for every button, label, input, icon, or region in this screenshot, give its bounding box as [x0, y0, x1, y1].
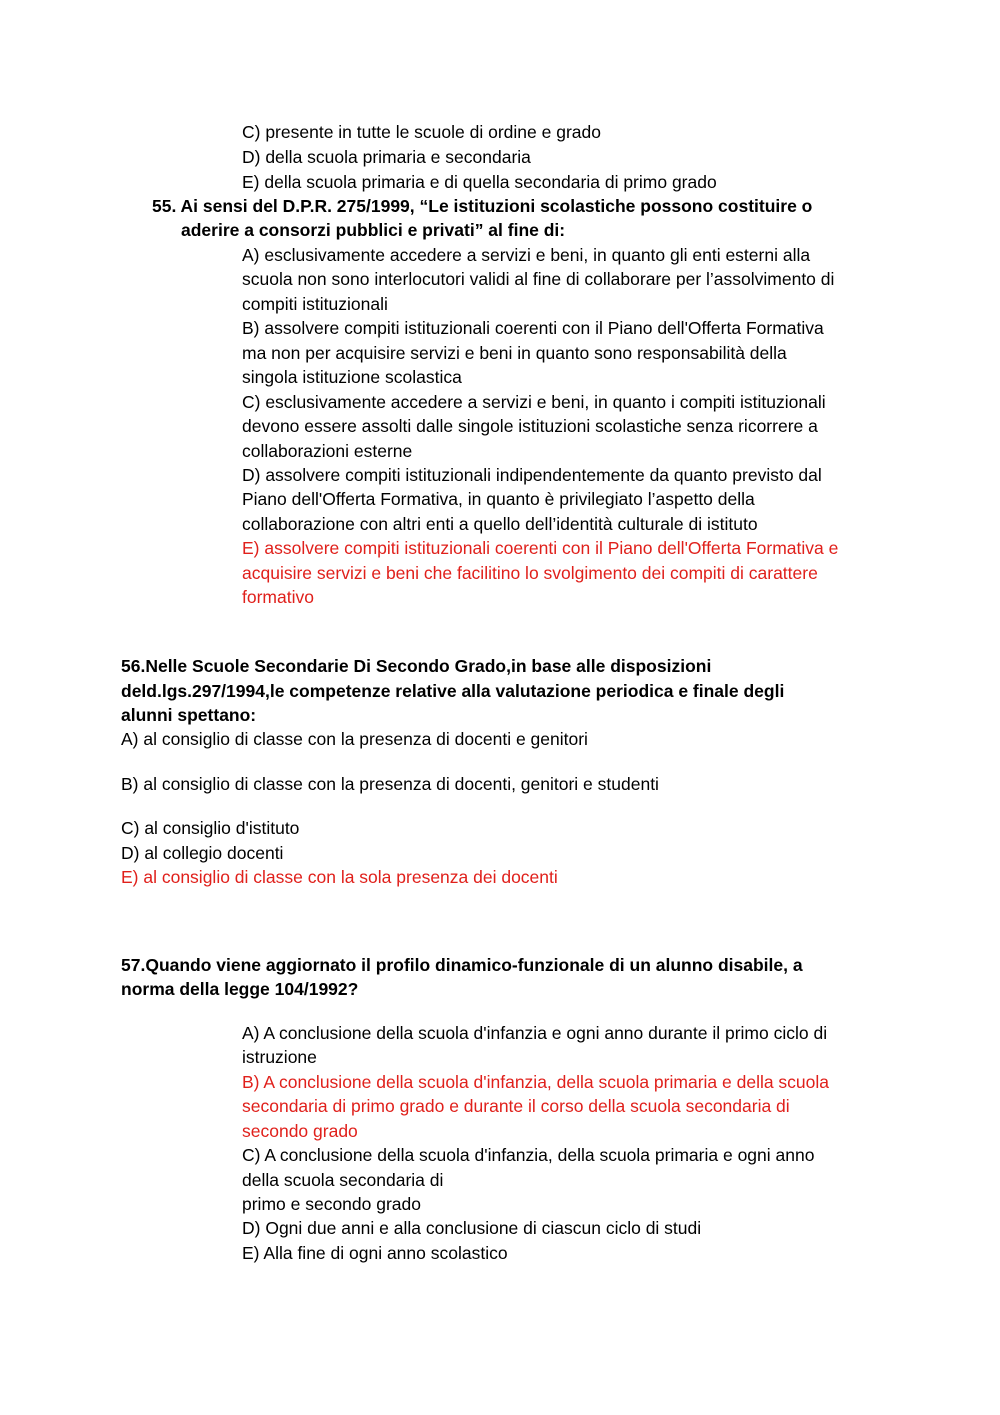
q55-option-d-line-2: Piano dell'Offerta Formativa, in quanto è privilegiato l’aspetto della — [242, 489, 755, 509]
q55-option-b-line-3: singola istituzione scolastica — [242, 367, 462, 387]
q54-option-e: E) della scuola primaria e di quella secondaria di primo grado — [242, 172, 717, 192]
q57-option-b-correct-line-3: secondo grado — [242, 1121, 358, 1141]
q57-option-c-line-3: primo e secondo grado — [242, 1194, 421, 1214]
q55-question-line-1: 55. Ai sensi del D.P.R. 275/1999, “Le istituzioni scolastiche possono costituire o — [152, 196, 813, 216]
q54-option-d: D) della scuola primaria e secondaria — [242, 147, 531, 167]
q57-option-d: D) Ogni due anni e alla conclusione di ciascun ciclo di studi — [242, 1218, 702, 1238]
q56-option-a: A) al consiglio di classe con la presenza di docenti e genitori — [121, 729, 588, 749]
q55-option-e-correct-line-2: acquisire servizi e beni che facilitino lo svolgimento dei compiti di carattere — [242, 563, 818, 583]
q56-option-c: C) al consiglio d'istituto — [121, 818, 300, 838]
q56-question-line-2: deld.lgs.297/1994,le competenze relative alla valutazione periodica e finale degli — [121, 681, 785, 701]
q57-question-line-1: 57.Quando viene aggiornato il profilo dinamico-funzionale di un alunno disabile, a — [121, 955, 803, 975]
q57-option-c-line-2: della scuola secondaria di — [242, 1170, 444, 1190]
q55-question-line-2: aderire a consorzi pubblici e privati” al fine di: — [181, 220, 566, 240]
q55-option-c-line-1: C) esclusivamente accedere a servizi e beni, in quanto i compiti istituzionali — [242, 392, 826, 412]
q55-option-a-line-2: scuola non sono interlocutori validi al fine di collaborare per l’assolvimento di — [242, 269, 835, 289]
q56-question-line-1: 56.Nelle Scuole Secondarie Di Secondo Grado,in base alle disposizioni — [121, 656, 712, 676]
q55-option-e-correct-line-1: E) assolvere compiti istituzionali coerenti con il Piano dell'Offerta Formativa e — [242, 538, 839, 558]
q55-option-b-line-1: B) assolvere compiti istituzionali coerenti con il Piano dell'Offerta Formativa — [242, 318, 824, 338]
q57-option-e: E) Alla fine di ogni anno scolastico — [242, 1243, 508, 1263]
q55-option-c-line-3: collaborazioni esterne — [242, 441, 413, 461]
q56-option-b: B) al consiglio di classe con la presenza di docenti, genitori e studenti — [121, 774, 659, 794]
q57-option-b-correct-line-1: B) A conclusione della scuola d'infanzia, della scuola primaria e della scuola — [242, 1072, 830, 1092]
q56-option-d: D) al collegio docenti — [121, 843, 284, 863]
q55-option-a-line-3: compiti istituzionali — [242, 294, 388, 314]
q57-option-b-correct-line-2: secondaria di primo grado e durante il corso della scuola secondaria di — [242, 1096, 790, 1116]
q55-option-b-line-2: ma non per acquisire servizi e beni in quanto sono responsabilità della — [242, 343, 787, 363]
q55-option-e-correct-line-3: formativo — [242, 587, 314, 607]
q54-option-c: C) presente in tutte le scuole di ordine e grado — [242, 122, 601, 142]
q56-option-e-correct: E) al consiglio di classe con la sola presenza dei docenti — [121, 867, 558, 887]
q55-option-d-line-3: collaborazione con altri enti a quello dell’identità culturale di istituto — [242, 514, 758, 534]
q56-question-line-3: alunni spettano: — [121, 705, 257, 725]
q55-option-d-line-1: D) assolvere compiti istituzionali indipendentemente da quanto previsto dal — [242, 465, 822, 485]
q55-option-c-line-2: devono essere assolti dalle singole istituzioni scolastiche senza ricorrere a — [242, 416, 818, 436]
q57-question-line-2: norma della legge 104/1992? — [121, 979, 359, 999]
q55-option-a-line-1: A) esclusivamente accedere a servizi e beni, in quanto gli enti esterni alla — [242, 245, 811, 265]
q57-option-a-line-1: A) A conclusione della scuola d'infanzia e ogni anno durante il primo ciclo di — [242, 1023, 828, 1043]
q57-option-a-line-2: istruzione — [242, 1047, 317, 1067]
q57-option-c-line-1: C) A conclusione della scuola d'infanzia, della scuola primaria e ogni anno — [242, 1145, 815, 1165]
